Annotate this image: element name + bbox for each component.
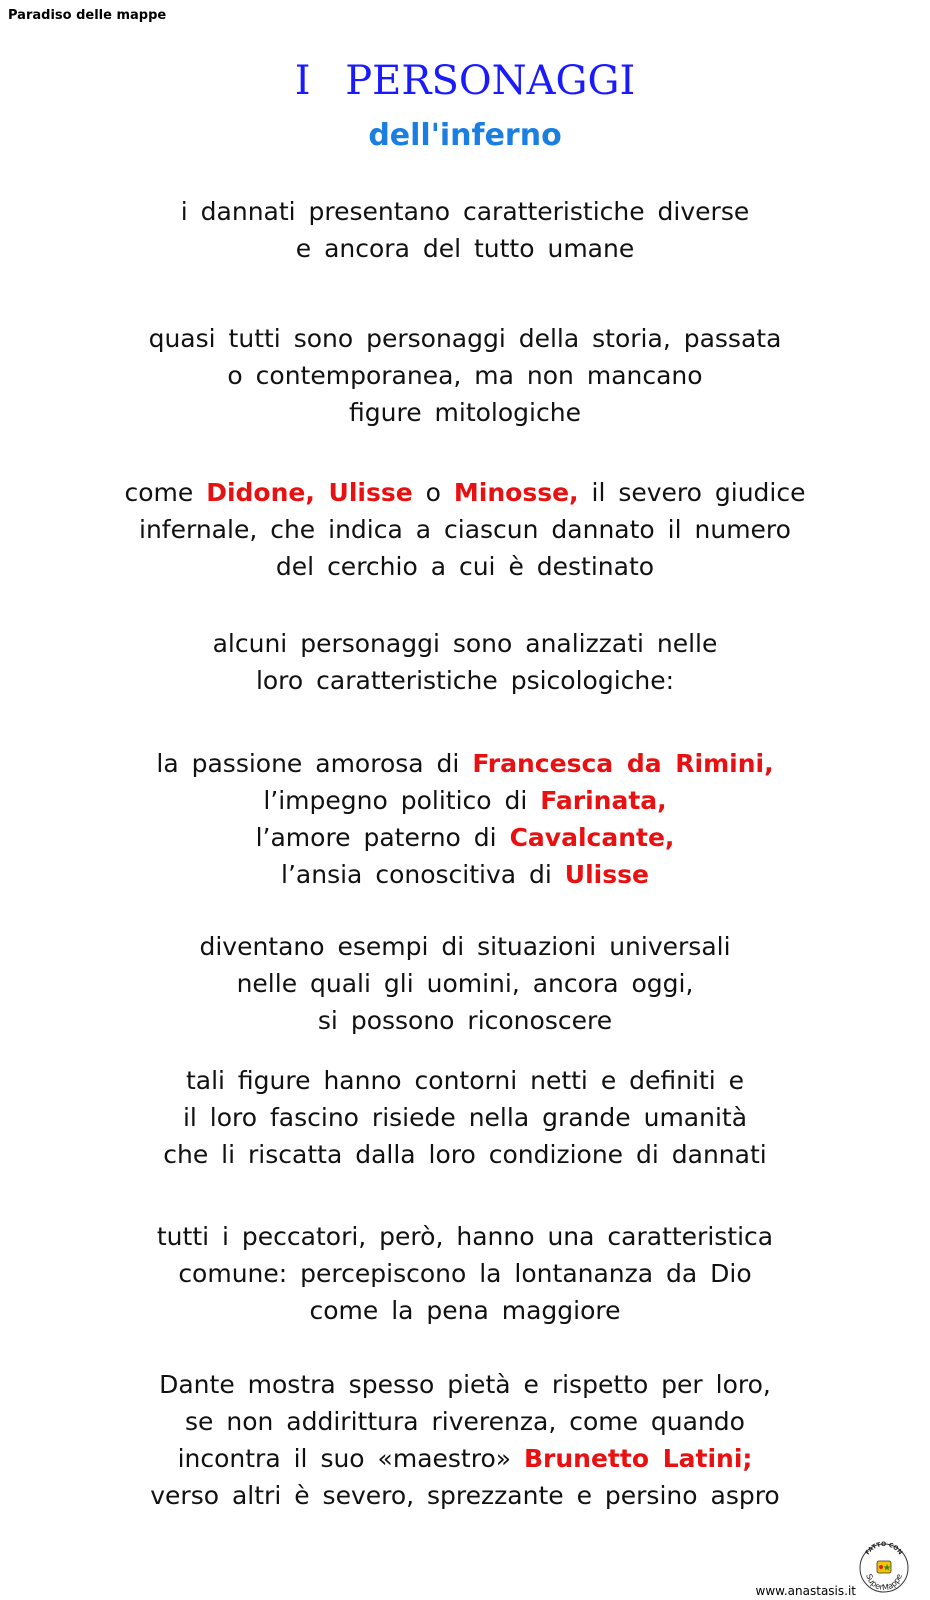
highlighted-name: Didone, Ulisse bbox=[206, 478, 413, 507]
text-segment: i dannati presentano caratteristiche diverse bbox=[180, 197, 750, 226]
text-segment: la passione amorosa di bbox=[156, 749, 473, 778]
text-line bbox=[0, 745, 930, 782]
text-line bbox=[0, 1255, 930, 1292]
text-segment: quasi tutti sono personaggi della storia, passata bbox=[148, 324, 782, 353]
text-segment: o bbox=[412, 478, 454, 507]
footer-url: www.anastasis.it bbox=[755, 1584, 856, 1598]
text-line bbox=[0, 511, 930, 548]
paragraph bbox=[0, 745, 930, 893]
text-line bbox=[0, 928, 930, 965]
text-segment: come bbox=[124, 478, 207, 507]
text-segment: che li riscatta dalla loro condizione di dannati bbox=[163, 1140, 767, 1169]
text-segment: Dante mostra spesso pietà e rispetto per loro, bbox=[159, 1370, 771, 1399]
page-title: I PERSONAGGI bbox=[294, 58, 636, 104]
text-segment: tali figure hanno contorni netti e definiti e bbox=[185, 1066, 745, 1095]
text-segment: il loro fascino risiede nella grande umanità bbox=[182, 1103, 748, 1132]
text-segment: l’amore paterno di bbox=[255, 823, 510, 852]
text-segment: il severo giudice bbox=[578, 478, 806, 507]
badge-top-text: FATTO CON bbox=[864, 1540, 904, 1557]
text-line bbox=[0, 625, 930, 662]
text-segment: l’ansia conoscitiva di bbox=[281, 860, 565, 889]
text-segment: infernale, che indica a ciascun dannato il numero bbox=[139, 515, 791, 544]
page-subtitle: dell'inferno bbox=[368, 118, 562, 153]
text-segment: tutti i peccatori, però, hanno una caratteristica bbox=[156, 1222, 774, 1251]
text-line bbox=[0, 320, 930, 357]
text-line bbox=[0, 548, 930, 585]
text-line bbox=[0, 1099, 930, 1136]
text-line bbox=[0, 1218, 930, 1255]
text-segment: alcuni personaggi sono analizzati nelle bbox=[212, 629, 718, 658]
text-segment: si possono riconoscere bbox=[317, 1006, 613, 1035]
paragraph bbox=[0, 474, 930, 585]
text-segment: l’impegno politico di bbox=[263, 786, 541, 815]
highlighted-name: Brunetto Latini; bbox=[524, 1444, 753, 1473]
text-segment: verso altri è severo, sprezzante e persino aspro bbox=[150, 1481, 780, 1510]
paragraph bbox=[0, 1366, 930, 1514]
text-line bbox=[0, 474, 930, 511]
text-line bbox=[0, 1403, 930, 1440]
text-segment: e ancora del tutto umane bbox=[295, 234, 635, 263]
text-line bbox=[0, 662, 930, 699]
text-segment: diventano esempi di situazioni universali bbox=[199, 932, 731, 961]
text-line bbox=[0, 819, 930, 856]
text-segment: comune: percepiscono la lontananza da Dio bbox=[178, 1259, 752, 1288]
text-segment: del cerchio a cui è destinato bbox=[275, 552, 655, 581]
text-segment: se non addirittura riverenza, come quando bbox=[185, 1407, 745, 1436]
highlighted-name: Farinata, bbox=[540, 786, 667, 815]
text-segment: o contemporanea, ma non mancano bbox=[227, 361, 703, 390]
text-line bbox=[0, 1136, 930, 1173]
supermappe-badge-icon bbox=[858, 1540, 910, 1596]
text-line bbox=[0, 1062, 930, 1099]
text-line bbox=[0, 1292, 930, 1329]
badge-bottom-text: SuperMappe bbox=[864, 1572, 904, 1593]
text-line bbox=[0, 1477, 930, 1514]
text-line bbox=[0, 965, 930, 1002]
corner-label: Paradiso delle mappe bbox=[8, 8, 167, 23]
text-line bbox=[0, 1366, 930, 1403]
text-line bbox=[0, 394, 930, 431]
highlighted-name: Francesca da Rimini, bbox=[472, 749, 774, 778]
paragraph bbox=[0, 625, 930, 699]
text-line bbox=[0, 230, 930, 267]
highlighted-name: Ulisse bbox=[564, 860, 649, 889]
highlighted-name: Minosse, bbox=[453, 478, 579, 507]
text-segment: incontra il suo «maestro» bbox=[177, 1444, 524, 1473]
text-line bbox=[0, 357, 930, 394]
paragraph bbox=[0, 193, 930, 267]
text-segment: come la pena maggiore bbox=[309, 1296, 621, 1325]
text-line bbox=[0, 193, 930, 230]
text-line bbox=[0, 1440, 930, 1477]
paragraph bbox=[0, 1218, 930, 1329]
paragraph bbox=[0, 1062, 930, 1173]
paragraph bbox=[0, 320, 930, 431]
text-segment: loro caratteristiche psicologiche: bbox=[255, 666, 675, 695]
text-segment: nelle quali gli uomini, ancora oggi, bbox=[236, 969, 694, 998]
highlighted-name: Cavalcante, bbox=[509, 823, 675, 852]
text-line bbox=[0, 1002, 930, 1039]
text-line bbox=[0, 782, 930, 819]
text-line bbox=[0, 856, 930, 893]
paragraph bbox=[0, 928, 930, 1039]
text-segment: figure mitologiche bbox=[349, 398, 581, 427]
